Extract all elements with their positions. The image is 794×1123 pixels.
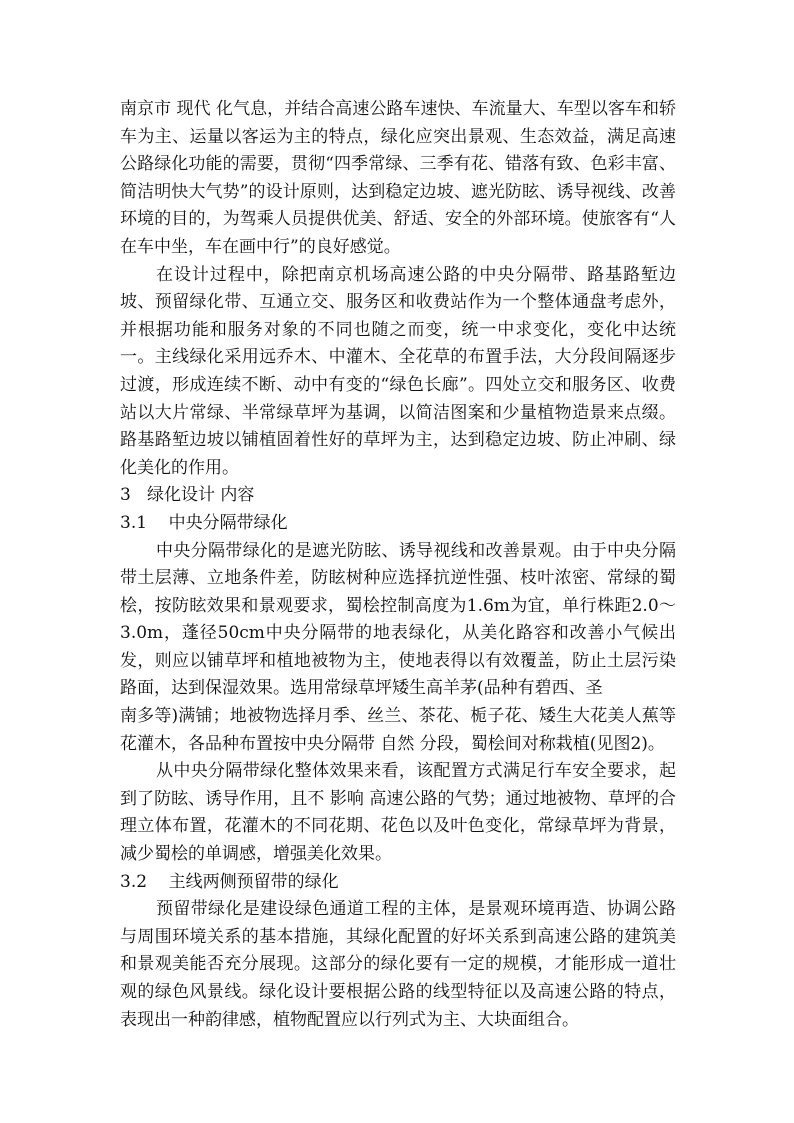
- paragraph-median-effect: 从中央分隔带绿化整体效果来看，该配置方式满足行车安全要求，起到了防眩、诱导作用，且不 影响 高速公路的气势；通过地被物、草坪的合理立体布置，花灌木的不同花期、花色以及叶色变化，常绿草坪为背景，减少蜀桧的单调感，增强美化效果。: [120, 761, 676, 865]
- document-page: [120, 96, 676, 1034]
- paragraph-reserved-belt: 预留带绿化是建设绿色通道工程的主体，是景观环境再造、协调公路与周围环境关系的基本措施，其绿化配置的好坏关系到高速公路的建筑美和景观美能否充分展现。这部分的绿化要有一定的规模，才能形成一道壮观的绿色风景线。绿化设计要根据公路的线型特征以及高速公路的特点，表现出一种韵律感，植物配置应以行列式为主、大块面组合。: [120, 899, 676, 1030]
- section-heading-3-1: 3.1 中央分隔带绿化: [120, 512, 288, 533]
- paragraph-median-greening-cont: 南多等)满铺；地被物选择月季、丝兰、茶花、栀子花、矮生大花美人蕉等花灌木，各品种布置按中央分隔带 自然 分段，蜀桧间对称栽植(见图2)。: [120, 706, 676, 754]
- paragraph-intro: 南京市 现代 化气息，并结合高速公路车速快、车流量大、车型以客车和轿车为主、运量以客运为主的特点，绿化应突出景观、生态效益，满足高速公路绿化功能的需要，贯彻“四季常绿、三季有花、错落有致、色彩丰富、简洁明快大气势”的设计原则，达到稳定边坡、遮光防眩、诱导视线、改善环境的目的，为驾乘人员提供优美、舒适、安全的外部环境。使旅客有“人在车中坐，车在画中行”的良好感觉。: [120, 99, 676, 257]
- section-heading-3-2: 3.2 主线两侧预留带的绿化: [120, 871, 339, 892]
- paragraph-design-process: 在设计过程中，除把南京机场高速公路的中央分隔带、路基路堑边坡、预留绿化带、互通立交、服务区和收费站作为一个整体通盘考虑外，并根据功能和服务对象的不同也随之而变，统一中求变化，变化中达统一。主线绿化采用远乔木、中灌木、全花草的布置手法，大分段间隔逐步过渡，形成连续不断、动中有变的“绿色长廊”。四处立交和服务区、收费站以大片常绿、半常绿草坪为基调，以简洁图案和少量植物造景来点缀。路基路堑边坡以铺植固着性好的草坪为主，达到稳定边坡、防止冲刷、绿化美化的作用。: [120, 264, 676, 478]
- section-heading-3: 3 绿化设计 内容: [120, 485, 255, 506]
- paragraph-median-greening: 中央分隔带绿化的是遮光防眩、诱导视线和改善景观。由于中央分隔带土层薄、立地条件差，防眩树种应选择抗逆性强、枝叶浓密、常绿的蜀桧，按防眩效果和景观要求，蜀桧控制高度为1.6m为宜，单行株距2.0～3.0m，蓬径50cm中央分隔带的地表绿化，从美化路容和改善小气候出发，则应以铺草坪和植地被物为主，使地表得以有效覆盖，防止土层污染路面，达到保湿效果。选用常绿草坪矮生高羊茅(品种有碧西、圣: [120, 540, 676, 699]
